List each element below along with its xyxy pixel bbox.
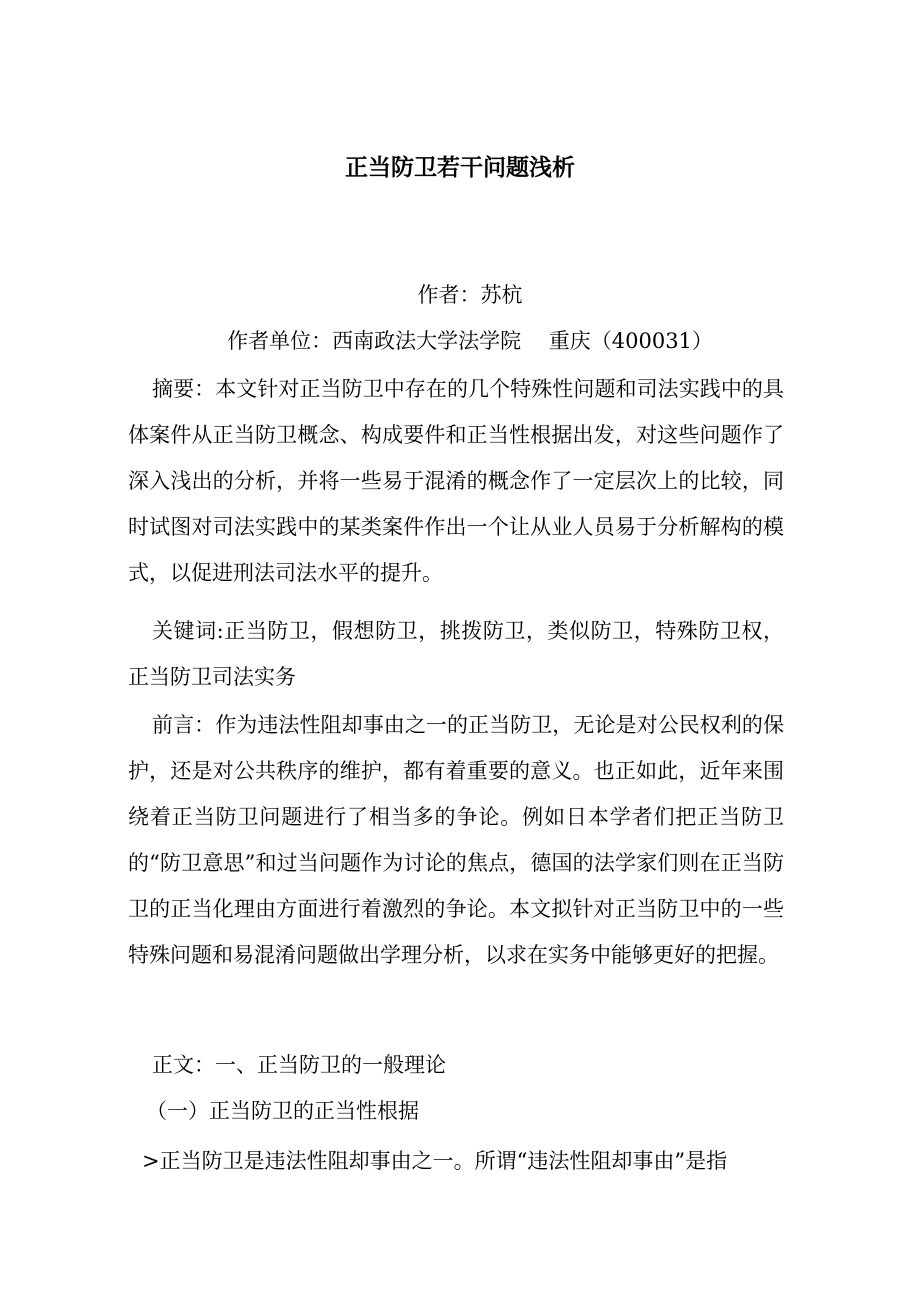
subsection-heading: （一）正当防卫的正当性根据 (146, 1099, 419, 1123)
body-text-line: >正当防卫是违法性阻却事由之一。所谓“违法性阻却事由”是指 (142, 1149, 728, 1173)
affiliation-line: 作者单位：西南政法大学法学院 重庆（400031） (227, 329, 713, 353)
abstract-paragraph: 摘要：本文针对正当防卫中存在的几个特殊性问题和司法实践中的具体案件从正当防卫概念、构成要件和正当性根据出发，对这些问题作了深入浅出的分析，并将一些易于混淆的概念作了一定层次上的比较，同时试图对司法实践中的某类案件作出一个让从业人员易于分析解构的模式，以促进刑法司法水平的提升。 (128, 377, 784, 585)
keywords-paragraph: 关键词:正当防卫，假想防卫，挑拨防卫，类似防卫，特殊防卫权，正当防卫司法实务 (128, 619, 784, 689)
preface-paragraph: 前言：作为违法性阻却事由之一的正当防卫，无论是对公民权利的保护，还是对公共秩序的维护，都有着重要的意义。也正如此，近年来围绕着正当防卫问题进行了相当多的争论。例如日本学者们把正当防卫的“防卫意思”和过当问题作为讨论的焦点，德国的法学家们则在正当防卫的正当化理由方面进行着激烈的争论。本文拟针对正当防卫中的一些特殊问题和易混淆问题做出学理分析，以求在实务中能够更好的把握。 (128, 713, 784, 967)
document-title: 正当防卫若干问题浅析 (345, 154, 575, 181)
main-section-heading: 正文：一、正当防卫的一般理论 (152, 1053, 446, 1077)
author-line: 作者：苏杭 (417, 283, 523, 307)
